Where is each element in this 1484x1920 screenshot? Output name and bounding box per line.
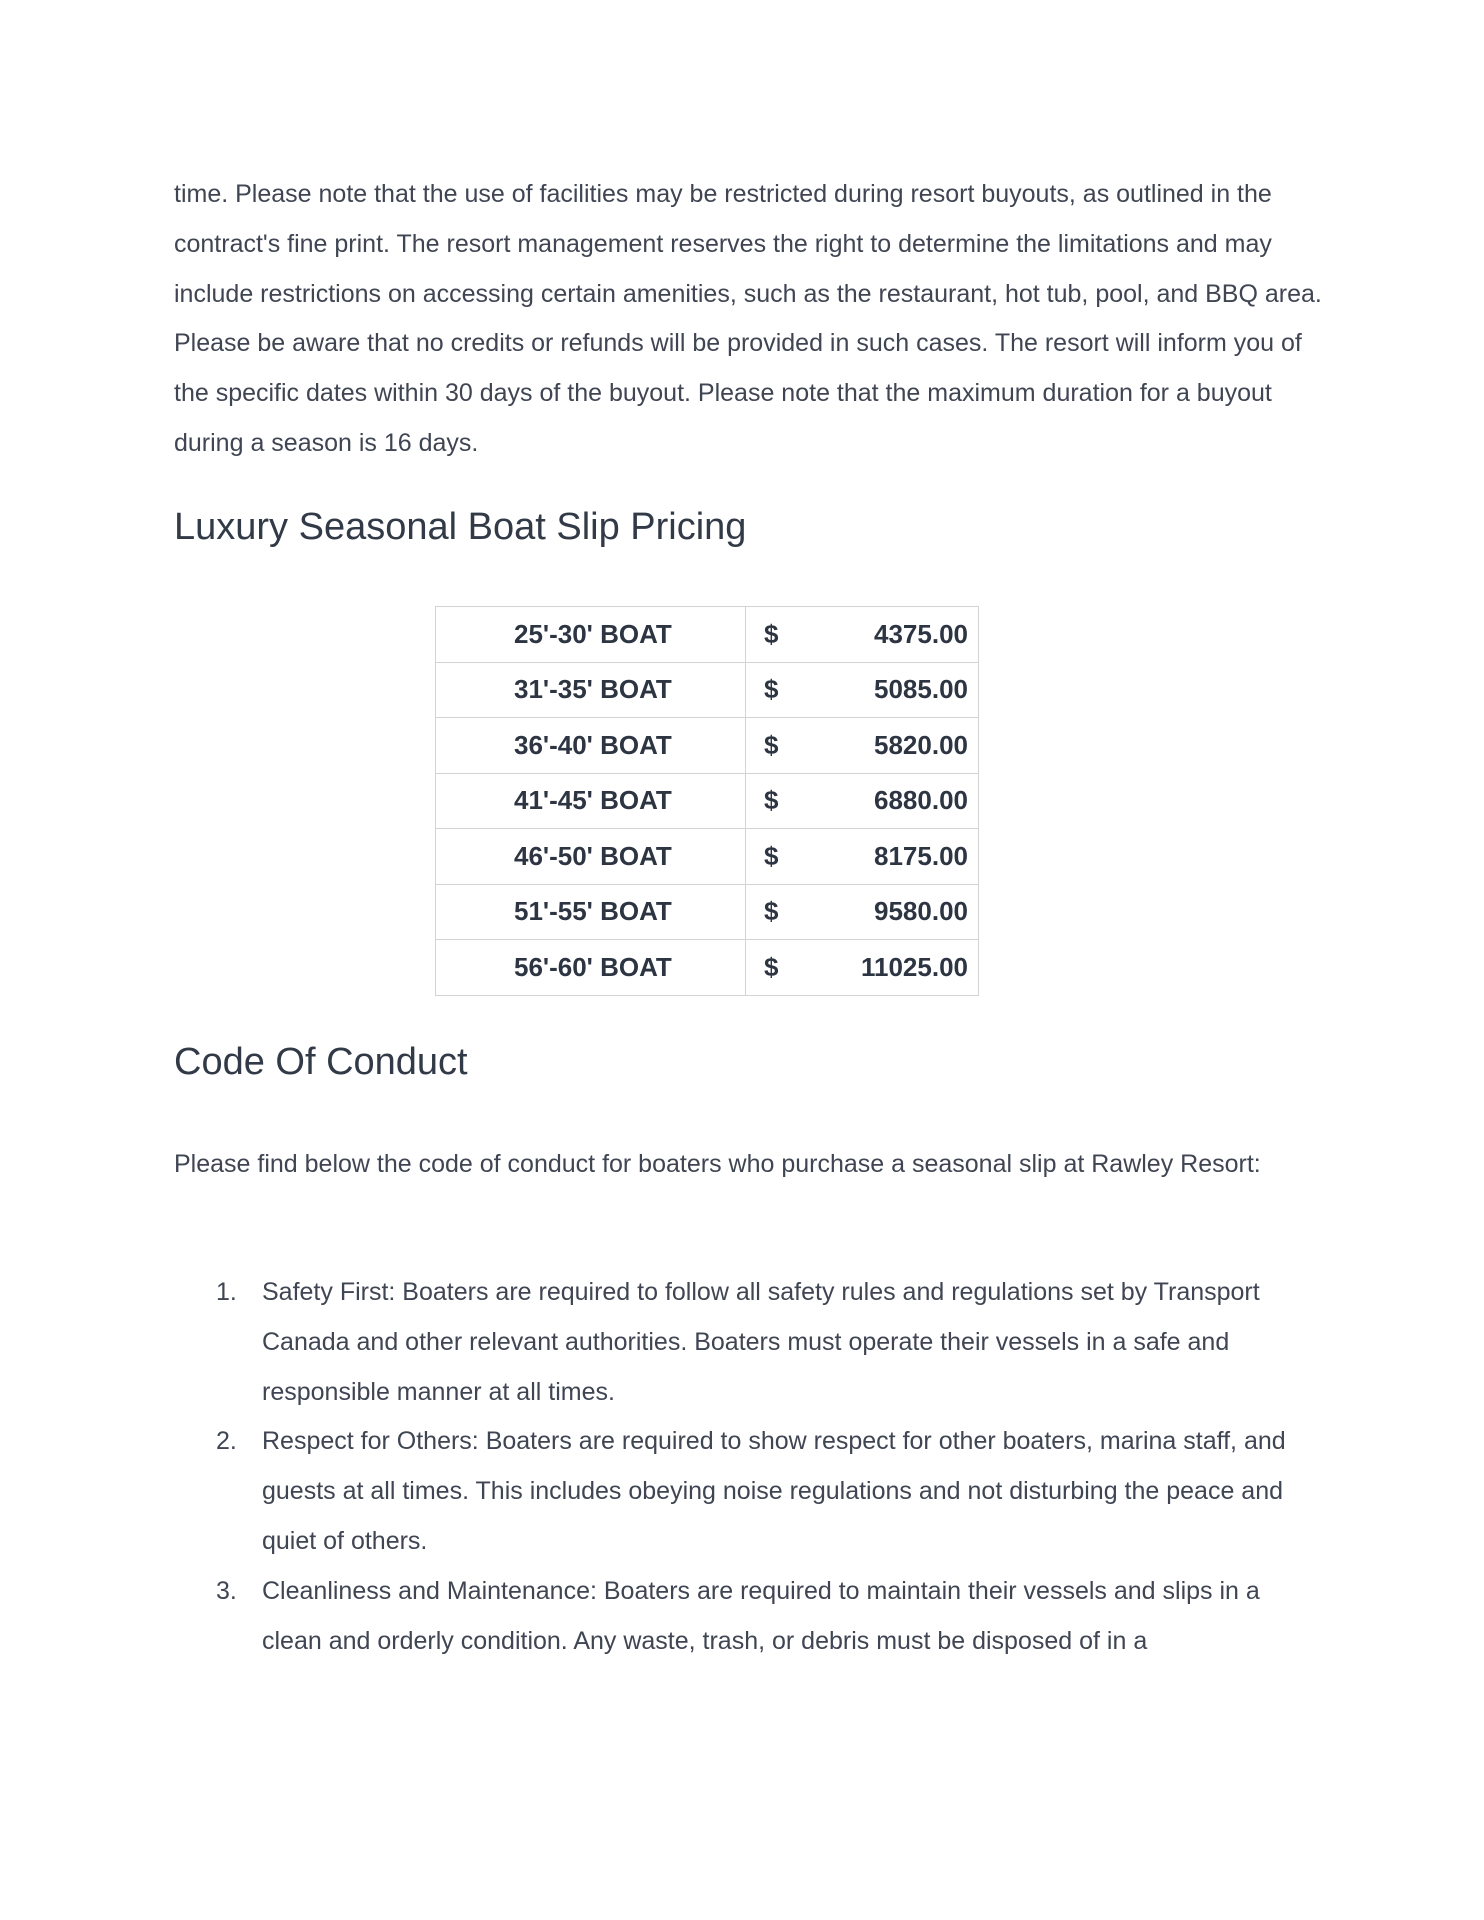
price-cell: 4375.00 [854, 607, 979, 663]
list-item-number: 3. [216, 1576, 237, 1605]
price-cell: 6880.00 [854, 773, 979, 829]
list-item-text: Safety First: Boaters are required to follow all safety rules and regulations set by Transport Canada and other relevant authorities. Boaters must operate their vessels in a safe and responsible manner at all times. [262, 1278, 1260, 1406]
intro-paragraph: time. Please note that the use of facilities may be restricted during resort buyouts, as outlined in the contract's fine print. The resort management reserves the right to determine the limitations and may include restrictions on accessing certain amenities, such as the restaurant, hot tub, pool, and BBQ area. Please be aware that no credits or refunds will be provided in such cases. The resort will inform you of the specific dates within 30 days of the buyout. Please note that the maximum duration for a buyout during a season is 16 days. [174, 180, 1322, 457]
table-row [436, 829, 979, 885]
boat-size-cell: 56'-60' BOAT [436, 940, 746, 996]
table-row [436, 940, 979, 996]
price-cell: 5085.00 [854, 662, 979, 718]
conduct-rules-list [174, 1268, 1324, 1666]
pricing-heading: Luxury Seasonal Boat Slip Pricing [174, 506, 747, 548]
boat-size-cell: 46'-50' BOAT [436, 829, 746, 885]
boat-size-cell: 41'-45' BOAT [436, 773, 746, 829]
list-item [174, 1268, 1324, 1417]
table-row [436, 662, 979, 718]
price-cell: 5820.00 [854, 718, 979, 774]
boat-size-cell: 51'-55' BOAT [436, 884, 746, 940]
table-row [436, 718, 979, 774]
currency-cell: $ [746, 607, 854, 663]
currency-cell: $ [746, 662, 854, 718]
list-item [174, 1567, 1324, 1667]
boat-size-cell: 25'-30' BOAT [436, 607, 746, 663]
conduct-heading: Code Of Conduct [174, 1041, 468, 1083]
currency-cell: $ [746, 940, 854, 996]
price-cell: 8175.00 [854, 829, 979, 885]
conduct-intro-paragraph: Please find below the code of conduct for boaters who purchase a seasonal slip at Rawley Resort: [174, 1150, 1261, 1178]
list-item [174, 1417, 1324, 1566]
list-item-number: 1. [216, 1278, 237, 1306]
currency-cell: $ [746, 884, 854, 940]
currency-cell: $ [746, 829, 854, 885]
price-cell: 11025.00 [854, 940, 979, 996]
list-item-text: Respect for Others: Boaters are required to show respect for other boaters, marina staff, and guests at all times. This includes obeying noise regulations and not disturbing the peace and quiet of others. [262, 1427, 1286, 1555]
list-item-text: Cleanliness and Maintenance: Boaters are required to maintain their vessels and slips in a clean and orderly condition. Any waste, trash, or debris must be disposed of in a [262, 1576, 1260, 1655]
boat-size-cell: 31'-35' BOAT [436, 662, 746, 718]
table-row [436, 773, 979, 829]
price-cell: 9580.00 [854, 884, 979, 940]
table-row [436, 884, 979, 940]
table-row [436, 607, 979, 663]
list-item-number: 2. [216, 1427, 237, 1456]
currency-cell: $ [746, 718, 854, 774]
currency-cell: $ [746, 773, 854, 829]
pricing-table [435, 606, 979, 996]
boat-size-cell: 36'-40' BOAT [436, 718, 746, 774]
